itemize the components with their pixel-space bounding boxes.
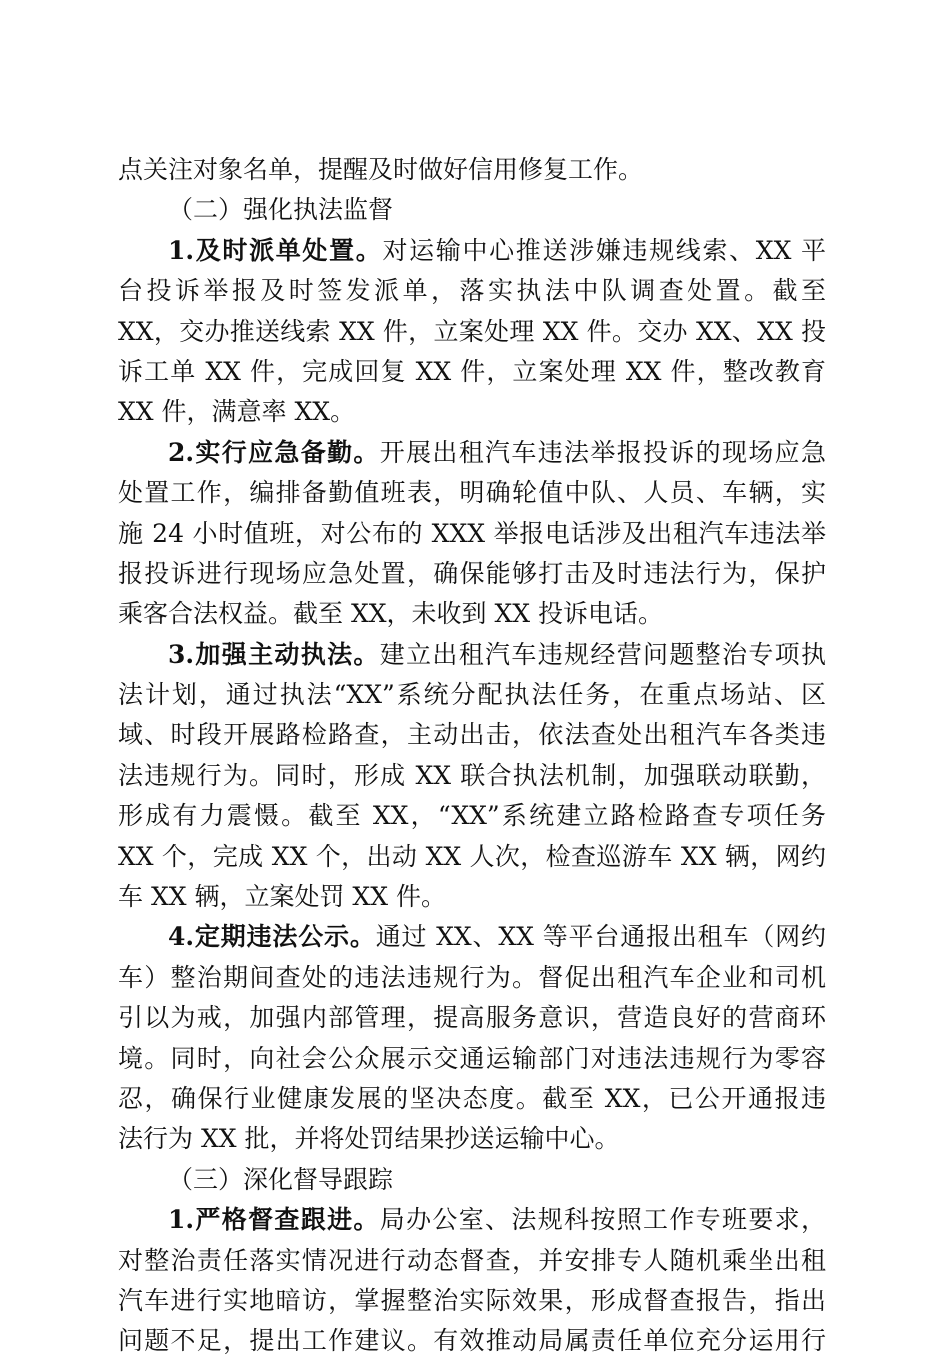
text-line: 开展出租汽车违法举报投诉的现场应急 bbox=[379, 437, 826, 467]
item-2-2-first-line bbox=[118, 433, 826, 473]
text-line: 汽车进行实地暗访，掌握整治实际效果，形成督查报告，指出 bbox=[118, 1285, 826, 1315]
item-heading: 3.加强主动执法。 bbox=[168, 639, 380, 669]
section-title: （三）深化督导跟踪 bbox=[168, 1164, 394, 1194]
text-line: 境。同时，向社会公众展示交通运输部门对违法违规行为零容 bbox=[118, 1043, 826, 1073]
item-heading: 1.严格督查跟进。 bbox=[168, 1205, 380, 1235]
text-line: 形成有力震慑。截至 XX，“XX”系统建立路检路查专项任务 bbox=[118, 801, 826, 831]
text-line: 对整治责任落实情况进行动态督查，并安排专人随机乘坐出租 bbox=[118, 1245, 826, 1275]
text-line: 乘客合法权益。截至 XX，未收到 XX 投诉电话。 bbox=[118, 599, 664, 629]
section-heading-2 bbox=[118, 190, 826, 230]
text-line: XX，交办推送线索 XX 件，立案处理 XX 件。交办 XX、XX 投 bbox=[118, 316, 826, 346]
item-heading: 2.实行应急备勤。 bbox=[168, 437, 380, 467]
section-title: （二）强化执法监督 bbox=[168, 195, 394, 225]
document-page bbox=[118, 150, 826, 1362]
item-3-1-first-line bbox=[118, 1200, 826, 1240]
text-line: XX 个，完成 XX 个，出动 XX 人次，检查巡游车 XX 辆，网约 bbox=[118, 841, 826, 871]
text-line: 车 XX 辆，立案处罚 XX 件。 bbox=[118, 882, 446, 912]
text-line: 忍，确保行业健康发展的坚决态度。截至 XX，已公开通报违 bbox=[118, 1083, 826, 1113]
text-line: 处置工作，编排备勤值班表，明确轮值中队、人员、车辆，实 bbox=[118, 478, 826, 508]
text-line: 建立出租汽车违规经营问题整治专项执 bbox=[379, 639, 826, 669]
section-heading-3 bbox=[118, 1160, 826, 1200]
text-line: XX 件，满意率 XX。 bbox=[118, 397, 356, 427]
text-line: 域、时段开展路检路查，主动出击，依法查处出租汽车各类违 bbox=[118, 720, 826, 750]
text-line: 引以为戒，加强内部管理，提高服务意识，营造良好的营商环 bbox=[118, 1003, 826, 1033]
item-2-4-first-line bbox=[118, 917, 826, 957]
text-line: 通过 XX、XX 等平台通报出租车（网约 bbox=[375, 922, 826, 952]
item-heading: 1.及时派单处置。 bbox=[168, 235, 383, 265]
text-line: 施 24 小时值班，对公布的 XXX 举报电话涉及出租汽车违法举 bbox=[118, 518, 826, 548]
text-line: 台投诉举报及时签发派单，落实执法中队调查处置。截至 bbox=[118, 276, 826, 306]
text-line: 报投诉进行现场应急处置，确保能够打击及时违法行为，保护 bbox=[118, 558, 826, 588]
text-line: 局办公室、法规科按照工作专班要求， bbox=[379, 1205, 826, 1235]
item-heading: 4.定期违法公示。 bbox=[168, 922, 376, 952]
text-line: 法计划，通过执法“XX”系统分配执法任务，在重点场站、区 bbox=[118, 680, 826, 710]
text-line: 问题不足，提出工作建议。有效推动局属责任单位充分运用行 bbox=[118, 1326, 826, 1356]
item-2-1-first-line bbox=[118, 231, 826, 271]
paragraph-continuation bbox=[118, 150, 826, 190]
text-line: 对运输中心推送涉嫌违规线索、XX 平 bbox=[382, 235, 826, 265]
text-line: 车）整治期间查处的违法违规行为。督促出租汽车企业和司机 bbox=[118, 962, 826, 992]
text-line: 诉工单 XX 件，完成回复 XX 件，立案处理 XX 件，整改教育 bbox=[118, 356, 826, 386]
text-line: 点关注对象名单，提醒及时做好信用修复工作。 bbox=[118, 155, 644, 184]
text-line: 法行为 XX 批，并将处罚结果抄送运输中心。 bbox=[118, 1124, 620, 1154]
text-line: 法违规行为。同时，形成 XX 联合执法机制，加强联动联勤， bbox=[118, 760, 826, 790]
item-2-3-first-line bbox=[118, 635, 826, 675]
